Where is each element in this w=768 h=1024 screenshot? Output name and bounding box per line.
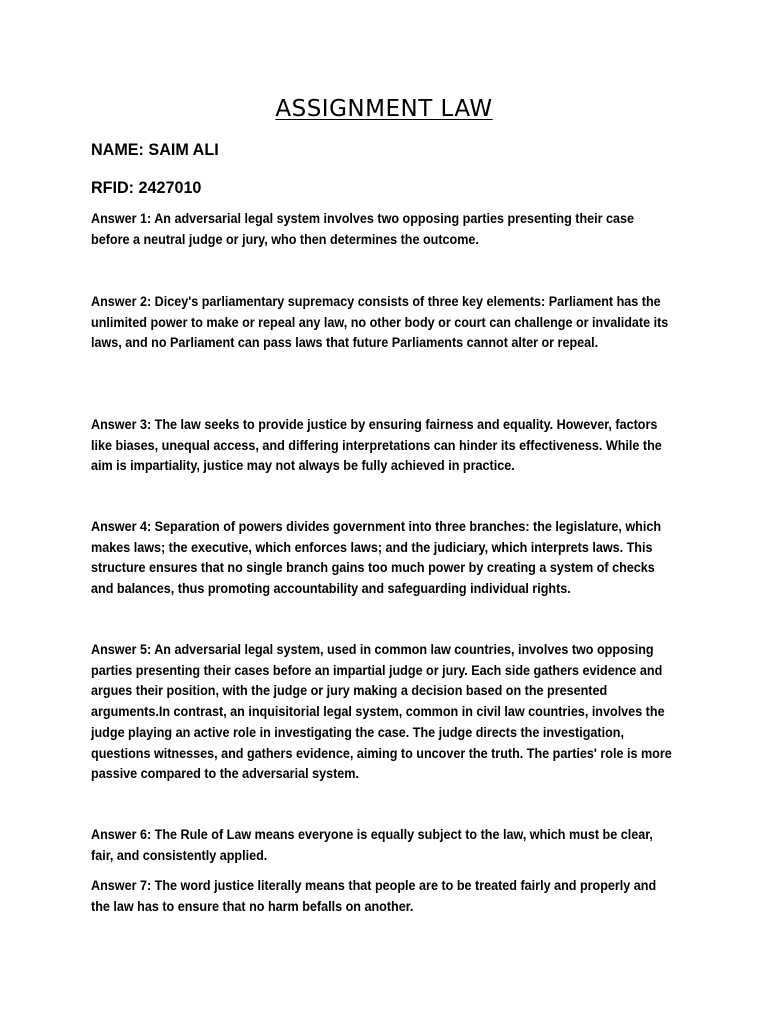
student-name: NAME: SAIM ALI <box>91 140 219 159</box>
answer-2: Answer 2: Dicey's parliamentary supremacy consists of three key elements: Parliament has the unlimited power to make or repeal any law, no other body or court can challenge or invalidate its laws, and no Parliament can pass laws that future Parliaments cannot alter or repeal. <box>91 294 669 351</box>
answer-7: Answer 7: The word justice literally means that people are to be treated fairly and properly and the law has to ensure that no harm befalls on another. <box>91 878 657 914</box>
answer-4: Answer 4: Separation of powers divides government into three branches: the legislature, which makes laws; the executive, which enforces laws; and the judiciary, which interprets laws. This structure ensures that no single branch gains too much power by creating a system of checks and balances, thus promoting accountability and safeguarding individual rights. <box>91 519 662 597</box>
student-rfid: RFID: 2427010 <box>91 178 202 197</box>
answer-3: Answer 3: The law seeks to provide justice by ensuring fairness and equality. However, factors like biases, unequal access, and differing interpretations can hinder its effectiveness. While the aim is impartiality, justice may not always be fully achieved in practice. <box>91 417 662 474</box>
answer-5: Answer 5: An adversarial legal system, used in common law countries, involves two opposing parties presenting their cases before an impartial judge or jury. Each side gathers evidence and argues their position, with the judge or jury making a decision based on the presented arguments.In contrast, an inquisitorial legal system, common in civil law countries, involves the judge playing an active role in investigating the case. The judge directs the investigation, questions witnesses, and gathers evidence, aiming to uncover the truth. The parties' role is more passive compared to the adversarial system. <box>91 642 672 782</box>
page-title: ASSIGNMENT LAW <box>275 96 493 122</box>
answer-6: Answer 6: The Rule of Law means everyone is equally subject to the law, which must be clear, fair, and consistently applied. <box>91 827 653 863</box>
answer-1: Answer 1: An adversarial legal system involves two opposing parties presenting their case before a neutral judge or jury, who then determines the outcome. <box>91 211 635 247</box>
